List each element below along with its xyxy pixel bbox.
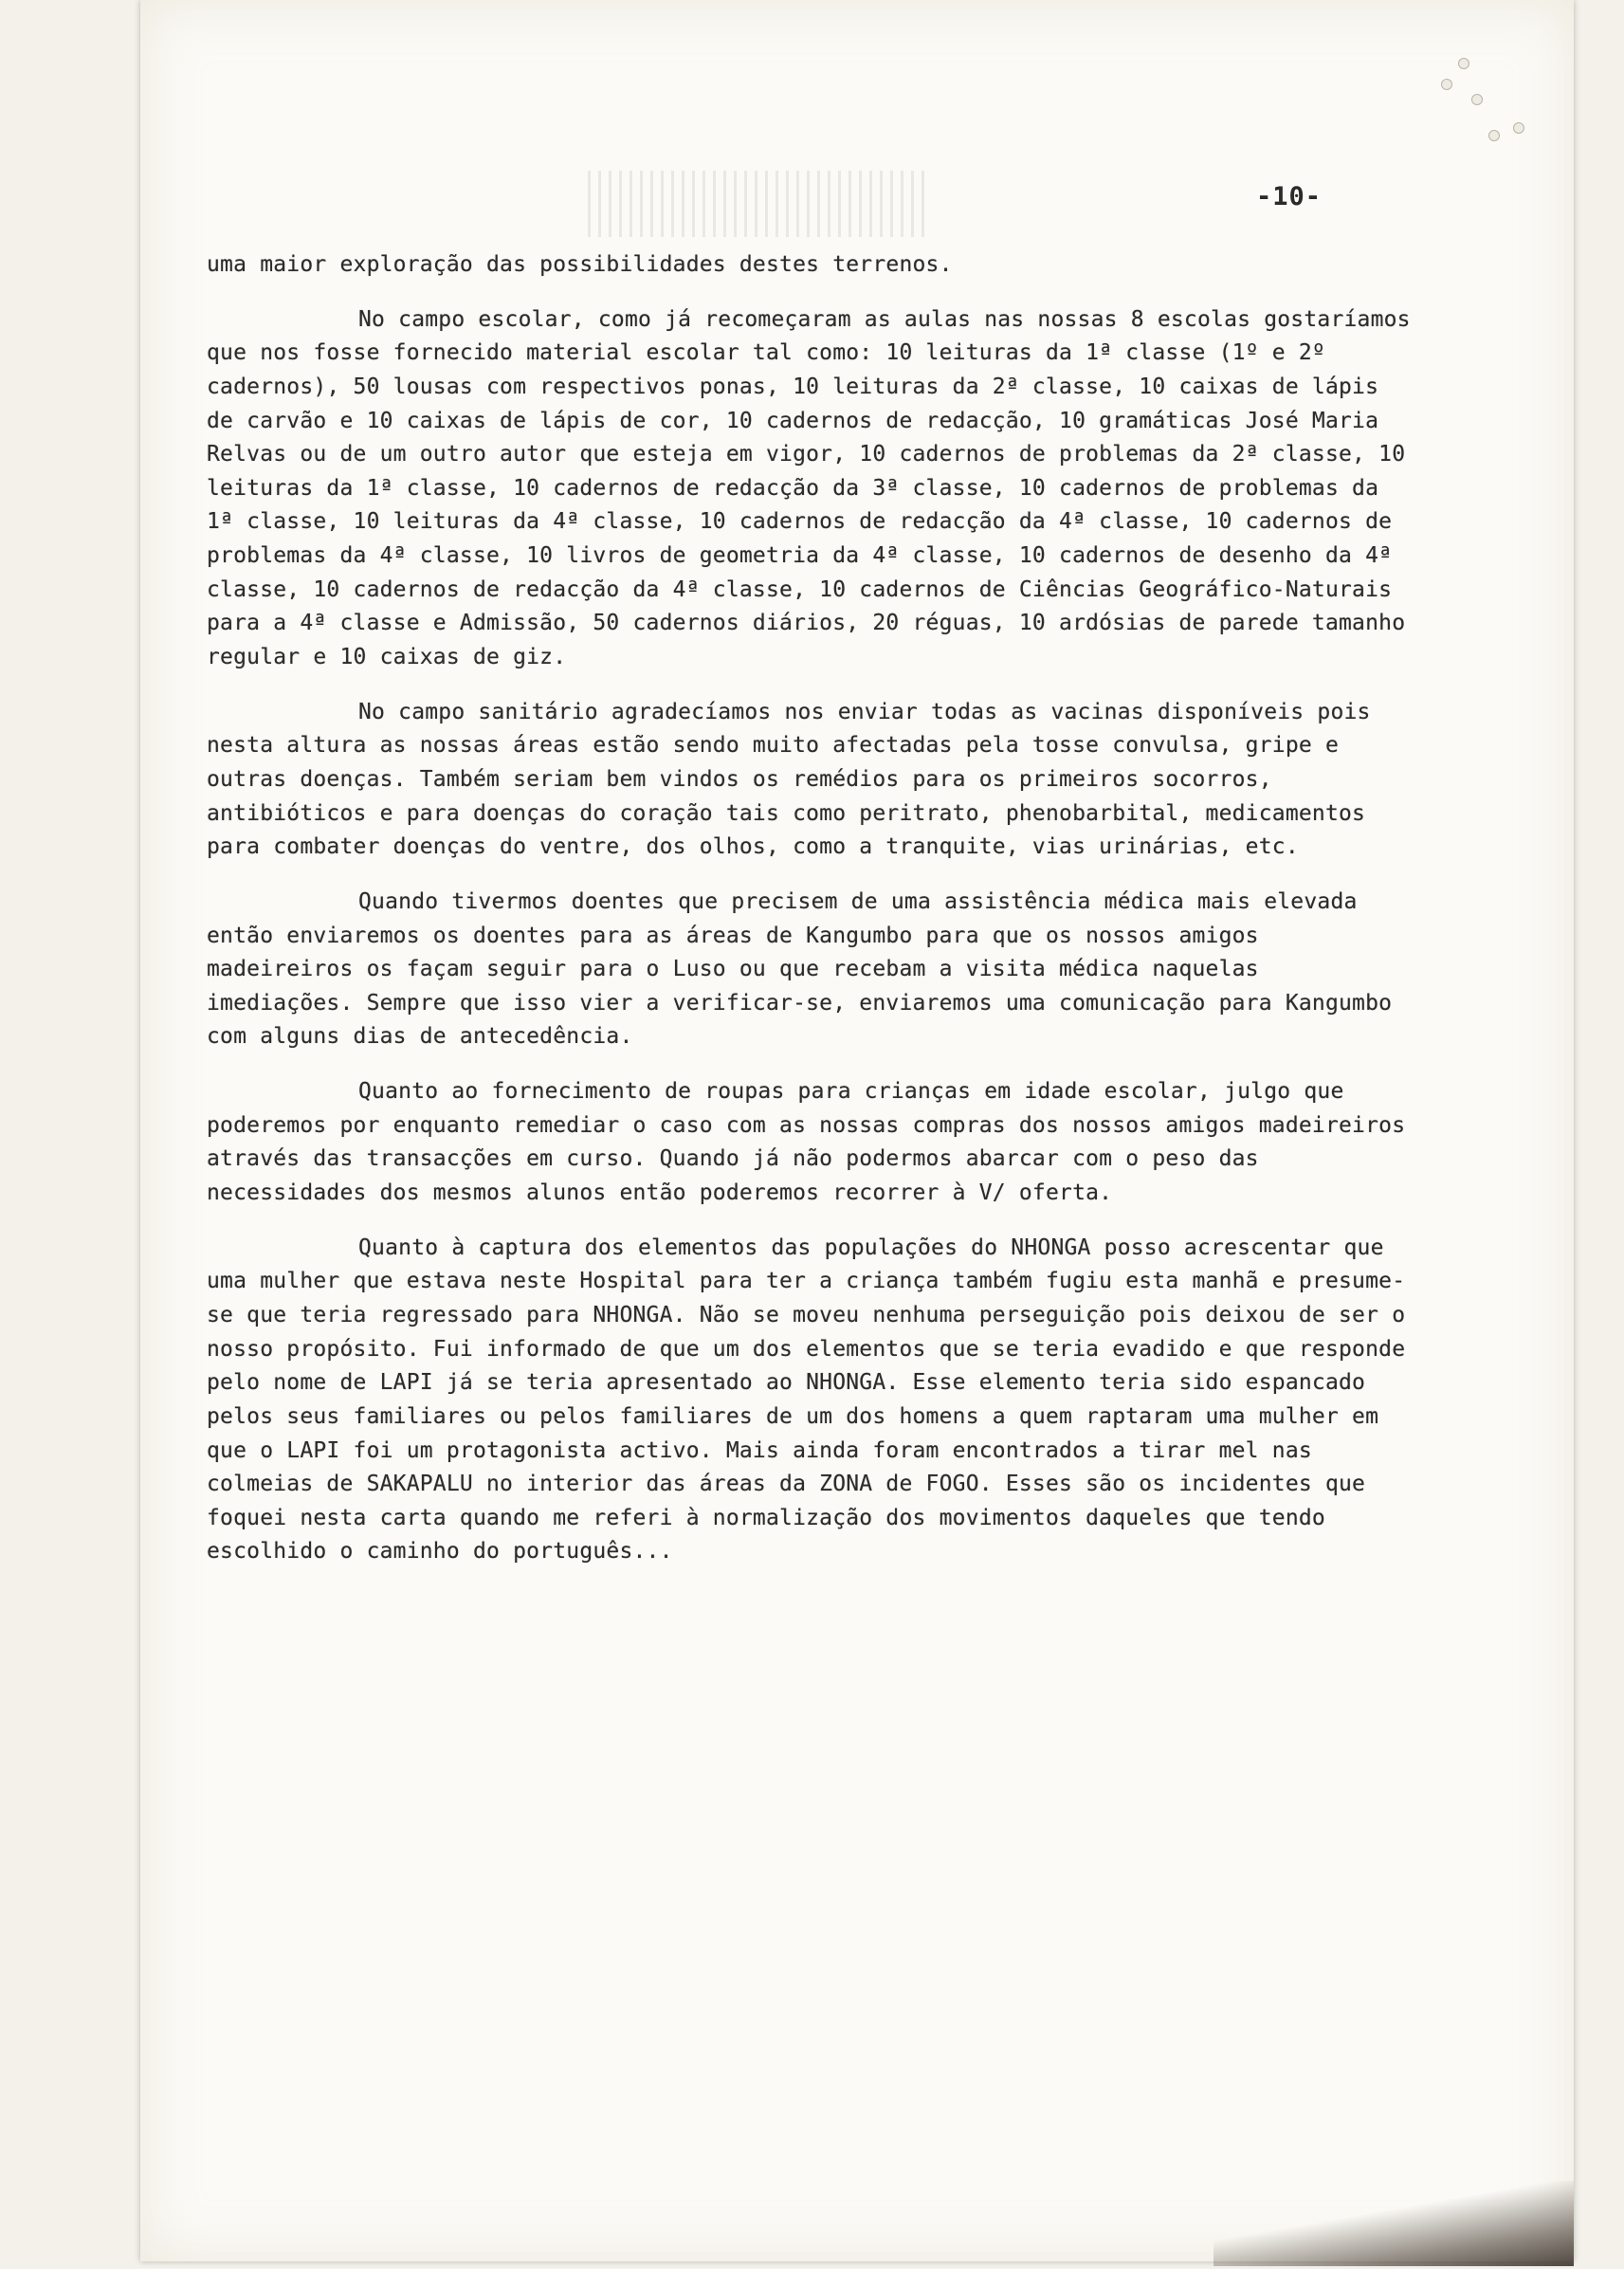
paragraph-school-supplies: No campo escolar, como já recomeçaram as aulas nas nossas 8 escolas gostaríamos que nos fosse fornecido material escolar tal como: 10 leituras da 1ª classe (1º e 2º cadernos), 50 lousas com respectivos ponas, 10 leituras da 2ª classe, 10 caixas de lápis de carvão e 10 caixas de lápis de cor, 10 cadernos de redacção, 10 gramáticas José Maria Relvas ou de um outro autor que esteja em vigor, 10 cadernos de problemas da 2ª classe, 10 leituras da 1ª classe, 10 cadernos de redacção da 3ª classe, 10 cadernos de problemas da 1ª classe, 10 leituras da 4ª classe, 10 cadernos de redacção da 4ª classe, 10 cadernos de problemas da 4ª classe, 10 livros de geometria da 4ª classe, 10 cadernos de desenho da 4ª classe, 10 cadernos de redacção da 4ª classe, 10 cadernos de Ciências Geográfico-Naturais para a 4ª classe e Admissão, 50 cadernos diários, 20 réguas, 10 ardósias de parede tamanho regular e 10 caixas de giz. <box>207 306 1411 670</box>
paragraph-nhonga-incidents: Quanto à captura dos elementos das populações do NHONGA posso acrescentar que uma mulher que estava neste Hospital para ter a criança também fugiu esta manhã e presume-se que teria regressado para NHONGA. Não se moveu nenhuma perseguição pois deixou de ser o nosso propósito. Fui informado de que um dos elementos que se teria evadido e que responde pelo nome de LAPI já se teria apresentado ao NHONGA. Esse elemento teria sido espancado pelos seus familiares ou pelos familiares de um dos homens a quem raptaram uma mulher em que o LAPI foi um protagonista activo. Mais ainda foram encontrados a tirar mel nas colmeias de SAKAPALU no interior das áreas da ZONA de FOGO. Esses são os incidentes que foquei nesta carta quando me referi à normalização dos movimentos daqueles que tendo escolhido o caminho do português... <box>207 1235 1406 1565</box>
paragraph-clothing: Quanto ao fornecimento de roupas para crianças em idade escolar, julgo que poderemos por enquanto remediar o caso com as nossas compras dos nossos amigos madeireiros através das transacções em curso. Quando já não podermos abarcar com o peso das necessidades dos mesmos alunos então poderemos recorrer à V/ oferta. <box>207 1079 1406 1206</box>
paragraph-continuation: uma maior exploração das possibilidades destes terrenos. <box>207 252 953 277</box>
paragraph-patient-transfer: Quando tivermos doentes que precisem de uma assistência médica mais elevada então enviaremos os doentes para as áreas de Kangumbo para que os nossos amigos madeireiros os façam seguir para o Luso ou que recebam a visita médica naquelas imediações. Sempre que isso vier a verificar-se, enviaremos uma comunicação para Kangumbo com alguns dias de antecedência. <box>207 888 1393 1050</box>
paper-punch-marks <box>1422 52 1536 166</box>
ink-smudge <box>588 171 929 237</box>
paragraph-medical-supplies: No campo sanitário agradecíamos nos enviar todas as vacinas disponíveis pois nesta altura as nossas áreas estão sendo muito afectadas pela tosse convulsa, gripe e outras doenças. Também seriam bem vindos os remédios para os primeiros socorros, antibióticos e para doenças do coração tais como peritrato, phenobarbital, medicamentos para combater doenças do ventre, dos olhos, como a tranquite, vias urinárias, etc. <box>207 699 1371 860</box>
page-shadow-corner <box>1213 2181 1574 2266</box>
letter-body <box>207 248 1415 1590</box>
page-number: -10- <box>1256 182 1323 211</box>
